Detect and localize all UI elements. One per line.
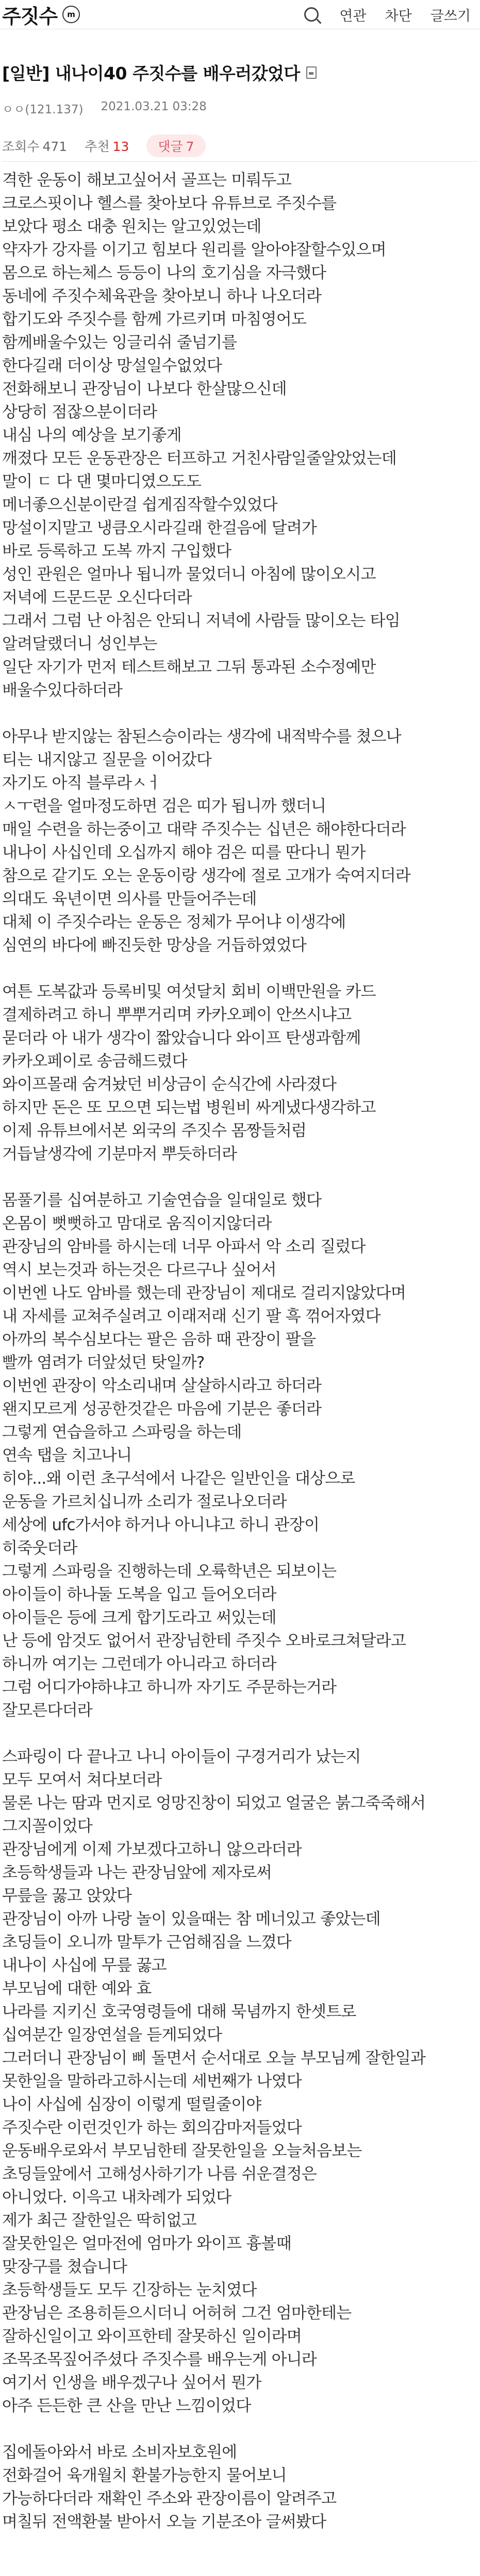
body-line: 왠지모르게 성공한것같은 마음에 기분은 좋더라 — [2, 1400, 322, 1418]
body-line: 합기도와 주짓수를 함께 가르키며 마침영어도 — [2, 310, 306, 329]
body-line: 빨까 염려가 더앞섰던 탓일까? — [2, 1353, 205, 1372]
recommend-label: 추천 — [85, 139, 110, 154]
body-line: 초등학생들과 나는 관장님앞에 제자로써 — [2, 1863, 272, 1882]
body-line: 한다길래 더이상 망설일수없었다 — [2, 357, 222, 375]
body-line: 이제 유튜브에서본 외국의 주짓수 몸짱들처럼 — [2, 1122, 306, 1140]
comment-count-button[interactable] — [146, 134, 205, 157]
body-line: 전화해보니 관장님이 나보다 한살많으신데 — [2, 380, 287, 398]
view-label: 조회수 — [2, 139, 40, 154]
body-line: 상당히 점잖으분이더라 — [2, 403, 157, 421]
body-line: 동네에 주짓수체육관을 찾아보니 하나 나오더라 — [2, 287, 322, 306]
body-line: 가능하다더라 재확인 주소와 관장이름이 알려주고 — [2, 2489, 337, 2508]
body-line: 관장님의 암바를 하시는데 너무 아파서 악 소리 질렀다 — [2, 1238, 366, 1256]
view-value: 471 — [42, 139, 68, 154]
body-line: 망설이지말고 냉큼오시라길래 한걸음에 달려가 — [2, 519, 317, 537]
paragraph — [2, 169, 478, 702]
body-line: 내나이 사십에 무릎 꿇고 — [2, 1956, 167, 1975]
body-line: 난 등에 암것도 없어서 관장님한테 주짓수 오바로크쳐달라고 — [2, 1632, 406, 1650]
related-link[interactable]: 연관 — [339, 8, 367, 24]
body-line: 몸으로 하는체스 등등이 나의 호기심을 자극했다 — [2, 264, 326, 282]
body-line: 함께배울수있는 잉글리쉬 줄넘기를 — [2, 333, 237, 352]
body-line: 카카오페이로 송금해드렸다 — [2, 1052, 187, 1071]
post-title — [2, 60, 478, 84]
view-count — [2, 137, 67, 155]
body-line: 크로스핏이나 헬스를 찾아보다 유튜브로 주짓수를 — [2, 194, 337, 213]
body-line: 아까의 복수심보다는 팔은 음하 때 관장이 팔을 — [2, 1330, 316, 1349]
body-line: 메너좋으신분이란걸 쉽게짐작할수있었다 — [2, 496, 277, 514]
top-bar — [0, 0, 480, 29]
body-line: 자기도 아직 블루라ㅅㅓ — [2, 774, 162, 792]
paragraph — [2, 980, 478, 1166]
paragraph-gap — [2, 957, 478, 980]
body-line: 무릎을 꿇고 앉았다 — [2, 1887, 132, 1905]
body-line: 하지만 돈은 또 모으면 되는법 병원비 싸게냈다생각하고 — [2, 1098, 376, 1117]
paragraph-gap — [2, 2418, 478, 2441]
body-line: 여튼 도복값과 등록비및 여섯달치 회비 이백만원을 카드 — [2, 982, 376, 1001]
body-line: 나라를 지키신 호국영령들에 대해 묵념까지 한셋트로 — [2, 2003, 356, 2021]
paragraph — [2, 725, 478, 957]
body-line: 전화걸어 육개월치 환불가능한지 물어보니 — [2, 2466, 287, 2485]
post-stats — [2, 130, 478, 162]
body-line: 그지꼴이었다 — [2, 1817, 92, 1836]
write-link[interactable]: 글쓰기 — [430, 8, 471, 24]
body-line: 그래서 그럼 난 아침은 안되니 저녁에 사람들 많이오는 타임 — [2, 612, 400, 630]
body-line: 이번엔 나도 암바를 했는데 관장님이 제대로 걸리지않았다며 — [2, 1284, 406, 1302]
gallery-title[interactable] — [2, 1, 80, 29]
body-line: 묻더라 아 내가 생각이 짧았습니다 와이프 탄생과함께 — [2, 1029, 361, 1047]
body-line: 내 자세를 교쳐주실려고 이래저래 신기 팔 흑 꺾어자였다 — [2, 1307, 380, 1326]
body-line: 알려달랬더니 성인부는 — [2, 635, 157, 653]
body-line: 약자가 강자를 이기고 힘보다 원리를 알아야잘할수있으며 — [2, 241, 386, 259]
body-line: 내심 나의 예상을 보기좋게 — [2, 426, 181, 445]
body-line: 운동배우로와서 부모님한테 잘못한일을 오늘처음보는 — [2, 2142, 362, 2160]
body-line: 스파링이 다 끝나고 나니 아이들이 구경거리가 났는지 — [2, 1748, 361, 1766]
body-line: 물론 나는 땀과 먼지로 엉망진창이 되었고 얼굴은 붉그죽죽해서 — [2, 1794, 426, 1812]
paragraph — [2, 1745, 478, 2418]
paragraph — [2, 1189, 478, 1722]
body-line: 몸풀기를 십여분하고 기술연습을 일대일로 했다 — [2, 1191, 322, 1210]
body-line: 성인 관원은 얼마나 됩니까 물었더니 아침에 많이오시고 — [2, 565, 376, 584]
post-header — [0, 29, 480, 162]
body-line: 아주 든든한 큰 산을 만난 느낌이었다 — [2, 2397, 251, 2415]
comment-label: 댓글 — [158, 139, 183, 154]
body-line: 모두 모여서 쳐다보더라 — [2, 1771, 162, 1789]
top-nav — [300, 5, 480, 25]
body-line: 대체 이 주짓수라는 운동은 정체가 무어냐 이생각에 — [2, 913, 346, 931]
body-line: 히야...왜 이런 초구석에서 나같은 일반인을 대상으로 — [2, 1469, 355, 1488]
post-meta — [2, 100, 478, 117]
body-line: 온몸이 뻣뻣하고 맘대로 움직이지않더라 — [2, 1214, 272, 1233]
body-line: 제가 최근 잘한일은 딱히없고 — [2, 2211, 196, 2230]
body-line: 십여분간 일장연설을 듣게되었다 — [2, 2026, 222, 2044]
body-line: 심연의 바다에 빠진듯한 망상을 거듭하였었다 — [2, 936, 306, 955]
body-line: 관장님은 조용히듣으시더니 어허허 그건 엄마한테는 — [2, 2304, 352, 2323]
body-line: 며칠뒤 전액환불 받아서 오늘 기분조아 글써봤다 — [2, 2513, 326, 2531]
body-line: 아니었다. 이윽고 내차례가 되었다 — [2, 2188, 231, 2207]
body-line: 매일 수련을 하는중이고 대략 주짓수는 십년은 해야한다더라 — [2, 820, 406, 839]
body-line: 깨졌다 모든 운동관장은 터프하고 거친사람일줄알았었는데 — [2, 449, 396, 468]
body-line: 잘하신일이고 와이프한테 잘못하신 일이라며 — [2, 2327, 302, 2346]
body-line: 하니까 여기는 그런데가 아니라고 하더라 — [2, 1655, 276, 1673]
body-line: 여기서 인생을 배우겠구나 싶어서 뭔가 — [2, 2374, 261, 2392]
body-line: 말이 ㄷ 다 댄 몇마디였으도도 — [2, 472, 201, 491]
body-line: 그렇게 연습을하고 스파링을 하는데 — [2, 1423, 242, 1442]
post-body — [0, 162, 480, 2534]
body-line: 결제하려고 하니 뿌뿌거리며 카카오페이 안쓰시냐고 — [2, 1006, 352, 1024]
body-line: 보았다 평소 대충 원치는 알고있었는데 — [2, 217, 261, 236]
body-line: 아이들은 등에 크게 합기도라고 써있는데 — [2, 1608, 276, 1627]
mini-gallery-badge: m — [62, 6, 80, 23]
body-line: 주짓수란 이런것인가 하는 회의감마저들었다 — [2, 2119, 302, 2137]
recommend-count — [85, 137, 129, 155]
body-line: 맞장구를 쳤습니다 — [2, 2258, 127, 2276]
body-line: 역시 보는것과 하는것은 다르구나 싶어서 — [2, 1261, 276, 1279]
body-line: 나이 사십에 심장이 이렇게 떨릴줄이야 — [2, 2095, 261, 2114]
body-line: 그럼 어디가야하냐고 하니까 자기도 주문하는거라 — [2, 1678, 337, 1697]
search-icon[interactable] — [304, 7, 319, 22]
body-line: 못한일을 말하라고하시는데 세번째가 나였다 — [2, 2072, 302, 2091]
body-line: 참으로 같기도 오는 운동이랑 생각에 절로 고개가 숙여지더라 — [2, 867, 411, 885]
paragraph-gap — [2, 702, 478, 725]
body-line: ㅅㅜ련을 얼마정도하면 검은 띠가 됩니까 했더니 — [2, 797, 326, 816]
body-line: 관장님이 아까 나랑 놀이 있을때는 참 메너있고 좋았는데 — [2, 1910, 380, 1928]
body-line: 배울수있다하더라 — [2, 681, 123, 700]
body-line: 와이프몰래 숨겨놨던 비상금이 순식간에 사라졌다 — [2, 1075, 337, 1094]
post-date: 2021.03.21 03:28 — [101, 100, 207, 113]
body-line: 격한 운동이 해보고싶어서 골프는 미뤄두고 — [2, 171, 291, 190]
body-line: 운동을 가르치십니까 소리가 절로나오더라 — [2, 1493, 287, 1511]
body-line: 초딩들이 오니까 말투가 근엄해짐을 느꼈다 — [2, 1933, 291, 1952]
image-attachment-icon — [306, 66, 317, 79]
author[interactable]: ㅇㅇ(121.137) — [2, 103, 84, 116]
comment-value: 7 — [186, 139, 194, 154]
paragraph-gap — [2, 1166, 478, 1189]
body-line: 잘모른다더라 — [2, 1701, 92, 1720]
body-line: 일단 자기가 먼저 테스트해보고 그뒤 통과된 소수정예만 — [2, 658, 376, 676]
body-line: 세상에 ufc가서야 하거나 아니냐고 하니 관장이 — [2, 1516, 320, 1534]
paragraph-gap — [2, 1722, 478, 1745]
body-line: 조목조목짚어주셨다 주짓수를 배우는게 아니라 — [2, 2350, 317, 2369]
body-line: 거듭날생각에 기분마저 뿌듯하더라 — [2, 1145, 237, 1163]
body-line: 아이들이 하나둘 도복을 입고 들어오더라 — [2, 1585, 276, 1604]
body-line: 초등학생들도 모두 긴장하는 눈치였다 — [2, 2281, 257, 2299]
body-line: 의대도 육년이면 의사를 만들어주는데 — [2, 890, 257, 908]
body-line: 이번엔 관장이 악소리내며 살살하시라고 하더라 — [2, 1377, 322, 1395]
body-line: 티는 내지않고 질문을 이어갔다 — [2, 751, 212, 769]
body-line: 관장님에게 이제 가보겠다고하니 않으라더라 — [2, 1840, 302, 1859]
body-line: 아무나 받지않는 참된스승이라는 생각에 내적박수를 쳤으나 — [2, 727, 401, 746]
body-line: 집에돌아와서 바로 소비자보호원에 — [2, 2443, 237, 2462]
body-line: 저녁에 드문드문 오신다더라 — [2, 588, 192, 607]
body-line: 히죽웃더라 — [2, 1539, 77, 1557]
body-line: 부모님에 대한 예와 효 — [2, 1979, 152, 1998]
body-line: 내나이 사십인데 오십까지 해야 검은 띠를 딴다니 뭔가 — [2, 843, 366, 862]
paragraph — [2, 2441, 478, 2534]
block-link[interactable]: 차단 — [385, 8, 412, 24]
body-line: 초딩들앞에서 고해성사하기가 나름 쉬운결정은 — [2, 2165, 317, 2183]
post-title-text: [일반] 내나이40 주짓수를 배우러갔었다 — [2, 63, 300, 83]
body-line: 연속 탭을 치고나니 — [2, 1446, 132, 1465]
gallery-name[interactable]: 주짓수 — [2, 5, 58, 28]
recommend-value: 13 — [112, 139, 129, 154]
body-line: 그러더니 관장님이 삐 돌면서 순서대로 오늘 부모님께 잘한일과 — [2, 2049, 426, 2067]
body-line: 바로 등록하고 도복 까지 구입했다 — [2, 542, 231, 561]
body-line: 그렇게 스파링을 진행하는데 오륙학년은 되보이는 — [2, 1562, 337, 1581]
body-line: 잘못한일은 얼마전에 엄마가 와이프 흉볼때 — [2, 2234, 291, 2253]
